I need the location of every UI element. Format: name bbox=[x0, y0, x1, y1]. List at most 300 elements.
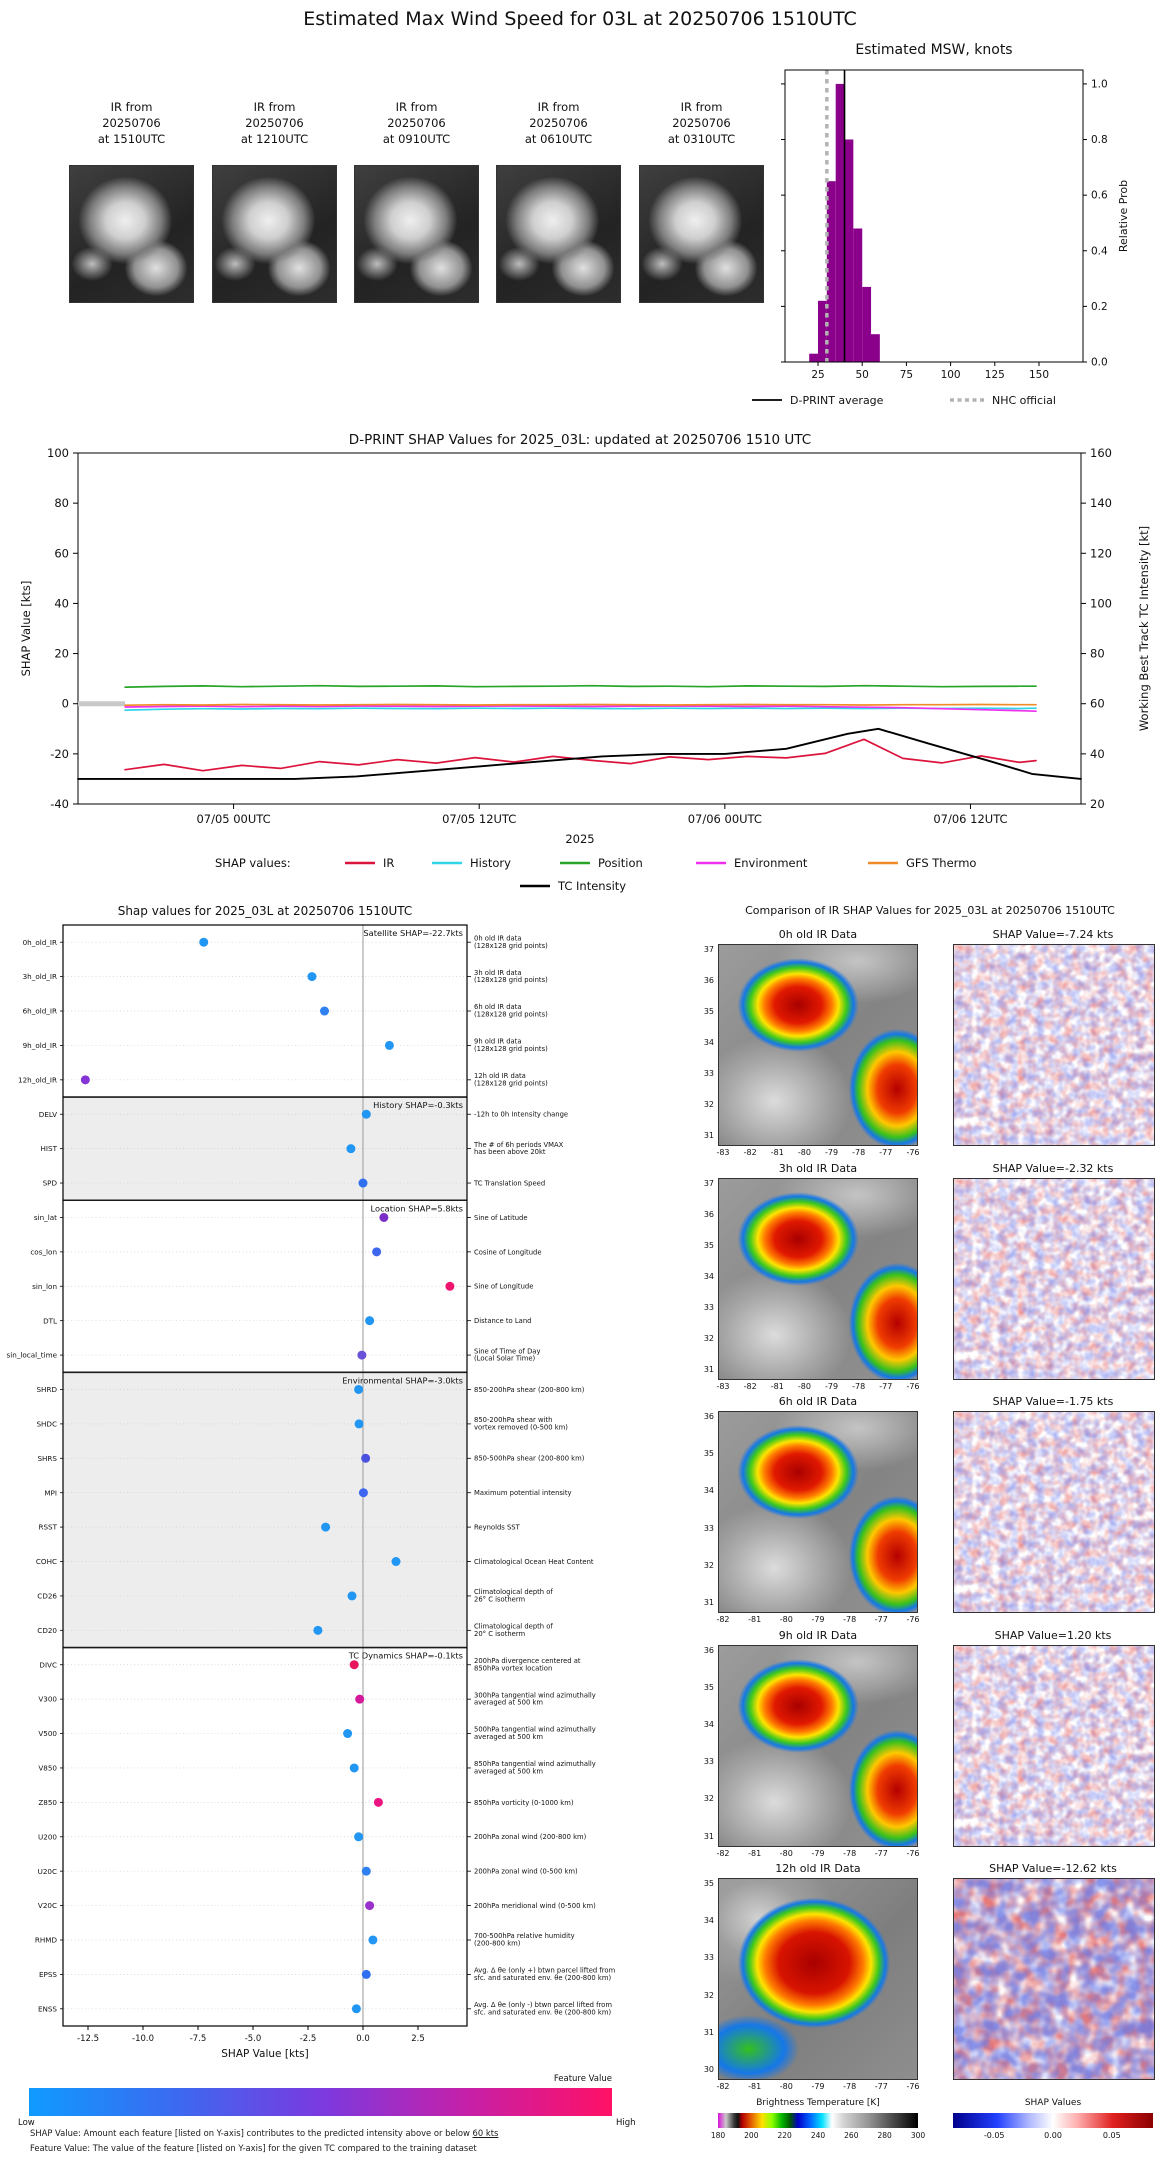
lon-tick-label: -79 bbox=[825, 1381, 839, 1391]
data-point-v850 bbox=[350, 1763, 359, 1772]
section-label: Satellite SHAP=-22.7kts bbox=[363, 928, 463, 938]
x-tick-label: 07/06 00UTC bbox=[687, 812, 762, 826]
lat-tick-label: 30 bbox=[703, 2065, 714, 2074]
feature-desc bbox=[473, 1179, 545, 1187]
shap-colorbar-tick: 0.00 bbox=[1044, 2131, 1062, 2140]
feature-label: 12h_old_IR bbox=[18, 1075, 57, 1085]
ir-thumbnail-label-line: 20250706 bbox=[245, 116, 304, 130]
lon-tick-label: -80 bbox=[797, 1381, 811, 1391]
feature-value-low-label: Low bbox=[18, 2118, 35, 2128]
lon-tick-label: -78 bbox=[843, 1615, 857, 1624]
data-point-spd bbox=[359, 1179, 368, 1188]
legend-label: D-PRINT average bbox=[790, 394, 884, 407]
feature-label: SPD bbox=[42, 1178, 57, 1188]
feature-label: SHRS bbox=[37, 1453, 57, 1463]
lat-tick-label: 36 bbox=[703, 1209, 714, 1219]
lat-tick-label: 32 bbox=[703, 1990, 714, 2000]
feature-desc-line: (128x128 grid points) bbox=[474, 1010, 548, 1019]
x-tick-label: 25 bbox=[811, 369, 825, 381]
data-point-9h_old_ir bbox=[385, 1041, 394, 1050]
feature-desc-line: sfc. and saturated env. θe (200-800 km) bbox=[474, 2008, 612, 2017]
lat-tick-label: 31 bbox=[703, 1598, 714, 1607]
ir-data-map bbox=[718, 1178, 918, 1380]
shap-value-map bbox=[953, 1878, 1155, 2080]
feature-label: EPSS bbox=[38, 1969, 57, 1979]
x-tick-label: -12.5 bbox=[77, 2034, 99, 2044]
y-tick-label: -40 bbox=[50, 797, 69, 811]
ir-thumbnail-label-line: IR from bbox=[110, 100, 153, 114]
feature-label: U20C bbox=[37, 1866, 57, 1876]
legend-label: History bbox=[470, 856, 511, 870]
bt-colorbar-label: Brightness Temperature [K] bbox=[756, 2098, 880, 2108]
ir-data-map bbox=[718, 1645, 918, 1847]
feature-desc-line: Reynolds SST bbox=[474, 1523, 520, 1532]
data-point-rsst bbox=[321, 1523, 330, 1532]
lat-tick-label: 35 bbox=[703, 1240, 714, 1250]
feature-desc-line: sfc. and saturated env. θe (200-800 km) bbox=[474, 1973, 612, 1982]
feature-desc-line: (128x128 grid points) bbox=[474, 941, 548, 950]
footnote-60kts: 60 kts bbox=[472, 2128, 499, 2138]
y-tick-label: 0.4 bbox=[1091, 245, 1108, 258]
shap-colorbar-label: SHAP Values bbox=[1024, 2098, 1082, 2108]
ir-thumbnail-label-line: IR from bbox=[537, 100, 580, 114]
feature-value-colorbar-label: Feature Value bbox=[553, 2074, 612, 2084]
lat-tick-label: 35 bbox=[703, 1879, 714, 1888]
shap-colorbar-tick: 0.05 bbox=[1102, 2131, 1121, 2140]
lat-tick-label: 35 bbox=[703, 1682, 714, 1692]
feature-desc-line: 0h old IR data bbox=[474, 934, 522, 943]
lon-tick-label: -82 bbox=[716, 1615, 730, 1624]
bt-colorbar-tick: 240 bbox=[810, 2131, 826, 2140]
feature-desc bbox=[474, 1416, 568, 1431]
feature-desc-line: 850hPa vortex location bbox=[474, 1664, 553, 1673]
ir-thumbnail-label-line: 20250706 bbox=[102, 116, 161, 130]
lat-tick-label: 33 bbox=[703, 1302, 714, 1312]
feature-desc-line: Climatological depth of bbox=[474, 1622, 553, 1631]
shap-value-map bbox=[953, 1411, 1155, 1613]
histogram-bar bbox=[836, 84, 845, 362]
feature-label: COHC bbox=[35, 1557, 57, 1567]
bt-colorbar-tick: 280 bbox=[877, 2131, 892, 2140]
feature-desc-line: 850hPa tangential wind azimuthally bbox=[474, 1760, 596, 1769]
feature-desc bbox=[474, 1868, 578, 1876]
feature-desc-line: 200hPa zonal wind (200-800 km) bbox=[474, 1833, 587, 1842]
lon-tick-label: -76 bbox=[906, 1381, 920, 1391]
lon-tick-label: -81 bbox=[770, 1148, 784, 1157]
data-point-shrd bbox=[354, 1385, 363, 1394]
feature-label: MPI bbox=[44, 1488, 57, 1498]
lon-tick-label: -76 bbox=[906, 1848, 920, 1858]
lat-tick-label: 33 bbox=[703, 1523, 714, 1533]
lon-tick-label: -82 bbox=[743, 1148, 757, 1157]
lat-tick-label: 33 bbox=[703, 1757, 714, 1767]
y-tick-label: 0.8 bbox=[1091, 134, 1108, 147]
timeseries-frame bbox=[78, 453, 1081, 804]
feature-label: ENSS bbox=[37, 2004, 57, 2014]
histogram-bar bbox=[862, 287, 871, 362]
feature-desc bbox=[474, 1038, 548, 1053]
data-point-sin_local_time bbox=[357, 1351, 366, 1360]
data-point-divc bbox=[350, 1660, 359, 1669]
lon-tick-label: -80 bbox=[779, 1848, 793, 1858]
lon-tick-label: -79 bbox=[811, 1848, 825, 1858]
footnote-feature-value: Feature Value: The value of the feature [listed on Y-axis] for the given TC compared to the training dataset bbox=[30, 2143, 477, 2153]
ir-thumbnail-label-line: at 1210UTC bbox=[240, 132, 309, 146]
feature-desc bbox=[474, 1003, 548, 1018]
ir-thumbnail-label-line: 20250706 bbox=[672, 116, 731, 130]
feature-desc-line: Avg. Δ θe (only -) btwn parcel lifted from bbox=[474, 2000, 612, 2009]
lat-tick-label: 31 bbox=[703, 1131, 714, 1140]
feature-desc-line: 850-500hPa shear (200-800 km) bbox=[474, 1454, 585, 1463]
lon-tick-label: -83 bbox=[716, 1381, 730, 1391]
ir-data-map-title: 9h old IR Data bbox=[778, 1628, 858, 1642]
shap-value-map-title: SHAP Value=-12.62 kts bbox=[989, 1862, 1117, 1875]
data-point-shdc bbox=[355, 1419, 364, 1428]
series-line-position bbox=[125, 686, 1036, 688]
legend-label: IR bbox=[383, 856, 395, 870]
ir-comparison-title: Comparison of IR SHAP Values for 2025_03L at 20250706 1510UTC bbox=[745, 904, 1115, 917]
lon-tick-label: -81 bbox=[748, 1615, 762, 1624]
feature-label: Z850 bbox=[38, 1797, 57, 1807]
feature-desc bbox=[474, 1347, 541, 1362]
ir-data-map-title: 12h old IR Data bbox=[775, 1862, 861, 1875]
x-tick-label: 2.5 bbox=[411, 2034, 425, 2044]
x-tick-label: 0.0 bbox=[356, 2034, 370, 2044]
data-point-rhmd bbox=[368, 1935, 377, 1944]
ir-data-map bbox=[718, 1878, 918, 2080]
data-point-v20c bbox=[365, 1901, 374, 1910]
feature-desc-line: vortex removed (0-500 km) bbox=[474, 1423, 568, 1432]
lon-tick-label: -81 bbox=[748, 2082, 762, 2091]
y-tick-label: 100 bbox=[47, 446, 69, 460]
legend-label: NHC official bbox=[992, 394, 1056, 407]
histogram-bar bbox=[853, 229, 862, 363]
feature-label: U200 bbox=[38, 1832, 57, 1842]
lon-tick-label: -82 bbox=[716, 1848, 730, 1858]
feature-desc bbox=[474, 1317, 531, 1325]
y-tick-label: 120 bbox=[1090, 546, 1112, 561]
data-point-u200 bbox=[354, 1832, 363, 1841]
lon-tick-label: -79 bbox=[811, 1615, 825, 1624]
feature-desc bbox=[474, 1524, 521, 1532]
lat-tick-label: 37 bbox=[703, 945, 714, 954]
lat-tick-label: 33 bbox=[703, 1953, 714, 1963]
data-point-v300 bbox=[355, 1695, 364, 1704]
data-point-epss bbox=[362, 1970, 371, 1979]
feature-desc-line: Cosine of Longitude bbox=[474, 1248, 542, 1257]
shap-blue-speckle bbox=[954, 1646, 1154, 1846]
shap-noise-canvas bbox=[954, 1879, 1154, 2079]
feature-desc bbox=[474, 1455, 585, 1463]
y-tick-label: 100 bbox=[1090, 596, 1112, 611]
feature-desc-line: averaged at 500 km bbox=[474, 1698, 543, 1707]
feature-desc bbox=[474, 1072, 548, 1087]
shap-value-map-title: SHAP Value=1.20 kts bbox=[994, 1628, 1112, 1642]
feature-label: CD26 bbox=[37, 1591, 57, 1601]
bt-colorbar-tick: 180 bbox=[710, 2131, 726, 2140]
feature-desc bbox=[474, 1691, 596, 1706]
feature-desc bbox=[474, 1902, 596, 1910]
x-tick-label: -7.5 bbox=[189, 2034, 207, 2044]
feature-desc-line: -12h to 0h Intensity change bbox=[474, 1110, 569, 1119]
feature-desc-line: 12h old IR data bbox=[474, 1072, 526, 1081]
feature-desc-line: TC Translation Speed bbox=[474, 1179, 546, 1188]
feature-desc bbox=[474, 1248, 542, 1256]
feature-desc-line: 850hPa vorticity (0-1000 km) bbox=[474, 1798, 574, 1807]
feature-desc bbox=[474, 1214, 528, 1222]
y-tick-label: 20 bbox=[1090, 797, 1105, 811]
feature-label: sin_lon bbox=[32, 1281, 57, 1291]
x-tick-label: 07/05 12UTC bbox=[442, 812, 517, 826]
data-point-u20c bbox=[362, 1867, 371, 1876]
feature-desc-line: 850-200hPa shear (200-800 km) bbox=[474, 1385, 585, 1394]
x-tick-label: -10.0 bbox=[132, 2034, 154, 2044]
feature-desc-line: Distance to Land bbox=[474, 1317, 532, 1326]
y-axis-label-left: SHAP Value [kts] bbox=[19, 580, 33, 677]
ir-data-map bbox=[718, 944, 918, 1146]
data-point-cos_lon bbox=[372, 1247, 381, 1256]
lon-tick-label: -79 bbox=[825, 1148, 839, 1157]
lat-tick-label: 34 bbox=[703, 1271, 714, 1281]
ir-thumbnail-label-line: 20250706 bbox=[529, 116, 588, 130]
y-axis-label-right: Working Best Track TC Intensity [kt] bbox=[1137, 525, 1151, 732]
data-point-6h_old_ir bbox=[320, 1007, 329, 1016]
legend-title: SHAP values: bbox=[215, 856, 291, 870]
msw-histogram bbox=[752, 42, 1130, 407]
feature-label: sin_local_time bbox=[6, 1350, 57, 1360]
feature-desc-line: (200-800 km) bbox=[474, 1939, 521, 1948]
shap-timeseries bbox=[19, 432, 1151, 893]
ir-data-map-title: 3h old IR Data bbox=[778, 1161, 858, 1175]
feature-desc bbox=[474, 1657, 581, 1672]
lon-tick-label: -76 bbox=[906, 1148, 920, 1157]
feature-desc-line: Sine of Latitude bbox=[474, 1213, 528, 1222]
feature-desc-line: 200hPa meridional wind (0-500 km) bbox=[474, 1901, 596, 1910]
legend-label: TC Intensity bbox=[558, 879, 627, 893]
feature-label: RHMD bbox=[34, 1935, 57, 1945]
lon-tick-label: -78 bbox=[852, 1148, 866, 1157]
lat-tick-label: 34 bbox=[703, 1486, 714, 1496]
lon-tick-label: -77 bbox=[874, 2082, 888, 2091]
x-axis-year-label: 2025 bbox=[565, 832, 595, 846]
lon-tick-label: -80 bbox=[779, 2082, 793, 2091]
feature-value-high-label: High bbox=[616, 2118, 636, 2128]
shap-colorbar-tick: -0.05 bbox=[983, 2131, 1005, 2140]
feature-desc-line: Climatological depth of bbox=[474, 1588, 553, 1597]
bt-colorbar-tick: 260 bbox=[844, 2131, 859, 2140]
feature-desc bbox=[474, 2001, 612, 2016]
feature-label: SHRD bbox=[36, 1385, 57, 1395]
lat-tick-label: 31 bbox=[703, 1364, 714, 1374]
footnote-shap-value-text: SHAP Value: Amount each feature [listed on Y-axis] contributes to the predicted intensity above or below bbox=[30, 2128, 473, 2138]
shap-noise-canvas bbox=[954, 1412, 1154, 1612]
feature-label: 3h_old_IR bbox=[22, 972, 57, 982]
data-point-v500 bbox=[343, 1729, 352, 1738]
shap-noise-canvas bbox=[954, 945, 1154, 1145]
lon-tick-label: -77 bbox=[879, 1381, 893, 1391]
ir-thumbnail-label-line: IR from bbox=[680, 100, 723, 114]
feature-desc-line: 850-200hPa shear with bbox=[474, 1416, 553, 1425]
feature-label: CD20 bbox=[37, 1625, 57, 1635]
y-axis-label: Relative Prob bbox=[1117, 179, 1130, 253]
y-tick-label: 0.2 bbox=[1091, 300, 1108, 313]
bt-colorbar-tick: 200 bbox=[744, 2131, 759, 2140]
histogram-bar bbox=[871, 334, 880, 362]
lat-tick-label: 32 bbox=[703, 1560, 714, 1570]
feature-desc-line: (128x128 grid points) bbox=[474, 976, 548, 985]
feature-label: SHDC bbox=[36, 1419, 57, 1429]
lat-tick-label: 37 bbox=[703, 1178, 714, 1188]
feature-desc-line: 20° C isotherm bbox=[474, 1629, 526, 1638]
feature-label: sin_lat bbox=[33, 1213, 57, 1223]
main-title: Estimated Max Wind Speed for 03L at 20250706 1510UTC bbox=[303, 8, 857, 30]
ir-thumbnail-label-line: at 1510UTC bbox=[97, 132, 166, 146]
feature-desc bbox=[474, 1283, 533, 1291]
lon-tick-label: -78 bbox=[843, 2082, 857, 2091]
ir-thumbnail-label-line: at 0310UTC bbox=[667, 132, 736, 146]
lon-tick-label: -77 bbox=[879, 1148, 893, 1157]
ir-thumbnail-label-line: IR from bbox=[395, 100, 438, 114]
feature-desc-line: 9h old IR data bbox=[474, 1037, 522, 1046]
lon-tick-label: -80 bbox=[797, 1148, 811, 1157]
lat-tick-label: 34 bbox=[703, 1719, 714, 1729]
shap-value-map bbox=[953, 1178, 1155, 1380]
lat-tick-label: 35 bbox=[703, 1007, 714, 1016]
lon-tick-label: -77 bbox=[874, 1848, 888, 1858]
feature-desc-line: averaged at 500 km bbox=[474, 1733, 543, 1742]
y-tick-label: 20 bbox=[54, 646, 69, 661]
feature-label: 6h_old_IR bbox=[22, 1006, 57, 1016]
lat-tick-label: 36 bbox=[703, 976, 714, 985]
feature-desc-line: Sine of Time of Day bbox=[474, 1347, 541, 1356]
lon-tick-label: -76 bbox=[906, 2082, 920, 2091]
feature-label: V300 bbox=[38, 1694, 57, 1704]
ir-data-map bbox=[718, 1411, 918, 1613]
feature-desc-line: Climatological Ocean Heat Content bbox=[474, 1557, 594, 1566]
y-tick-label: 0 bbox=[61, 696, 69, 711]
shap-blue-speckle bbox=[954, 945, 1154, 1145]
y-tick-label: 80 bbox=[1090, 646, 1105, 661]
feature-desc-line: has been above 20kt bbox=[474, 1148, 546, 1157]
feature-desc-line: Maximum potential intensity bbox=[474, 1489, 572, 1498]
ir-thumbnail-label-line: at 0610UTC bbox=[524, 132, 593, 146]
shap-dotplot bbox=[7, 904, 616, 2060]
lon-tick-label: -78 bbox=[843, 1848, 857, 1858]
shap-value-map-title: SHAP Value=-2.32 kts bbox=[992, 1161, 1114, 1175]
ir-thumbnail-label-line: 20250706 bbox=[387, 116, 446, 130]
lat-tick-label: 31 bbox=[703, 2027, 714, 2037]
data-point-cd26 bbox=[348, 1591, 357, 1600]
y-tick-label: -20 bbox=[50, 746, 69, 761]
feature-label: V850 bbox=[38, 1763, 57, 1773]
shap-noise-canvas bbox=[954, 1646, 1154, 1846]
lat-tick-label: 35 bbox=[703, 1449, 714, 1459]
feature-desc-line: 300hPa tangential wind azimuthally bbox=[474, 1691, 596, 1700]
section-label: TC Dynamics SHAP=-0.1kts bbox=[348, 1650, 463, 1661]
x-tick-label: 07/05 00UTC bbox=[196, 812, 271, 826]
y-tick-label: 40 bbox=[54, 596, 69, 611]
y-tick-label: 0.0 bbox=[1091, 356, 1108, 369]
section-label: History SHAP=-0.3kts bbox=[373, 1100, 463, 1111]
series-line-tc-intensity bbox=[78, 729, 1081, 779]
feature-desc-line: (Local Solar Time) bbox=[474, 1354, 536, 1363]
data-point-3h_old_ir bbox=[307, 972, 316, 981]
feature-desc bbox=[474, 1799, 574, 1807]
legend-label: GFS Thermo bbox=[906, 856, 977, 870]
feature-label: cos_lon bbox=[30, 1247, 57, 1257]
series-line-ir bbox=[125, 739, 1036, 770]
histogram-title: Estimated MSW, knots bbox=[855, 42, 1013, 58]
feature-desc bbox=[474, 1558, 594, 1566]
ir-data-map-title: 0h old IR Data bbox=[778, 928, 858, 941]
data-point-cohc bbox=[392, 1557, 401, 1566]
lat-tick-label: 36 bbox=[703, 1412, 714, 1421]
x-tick-label: 150 bbox=[1028, 369, 1050, 381]
shap-colorbar bbox=[953, 2113, 1153, 2128]
timeseries-title: D-PRINT SHAP Values for 2025_03L: updated at 20250706 1510 UTC bbox=[348, 432, 812, 448]
lat-tick-label: 31 bbox=[703, 1831, 714, 1841]
feature-value-colorbar bbox=[29, 2088, 612, 2116]
feature-label: 9h_old_IR bbox=[22, 1041, 57, 1051]
feature-desc bbox=[474, 1760, 596, 1775]
bt-colorbar-tick: 220 bbox=[777, 2131, 792, 2140]
data-point-cd20 bbox=[313, 1626, 322, 1635]
feature-desc-line: Avg. Δ θe (only +) btwn parcel lifted from bbox=[474, 1966, 616, 1975]
feature-label: V500 bbox=[38, 1729, 57, 1739]
feature-desc-line: 700-500hPa relative humidity bbox=[474, 1932, 575, 1941]
feature-desc bbox=[474, 969, 548, 984]
shap-noise-canvas bbox=[954, 1179, 1154, 1379]
series-line-gfs-thermo bbox=[125, 705, 1036, 706]
lon-tick-label: -83 bbox=[716, 1148, 730, 1157]
lon-tick-label: -82 bbox=[743, 1381, 757, 1391]
x-tick-label: 100 bbox=[940, 369, 961, 381]
feature-desc bbox=[473, 1141, 564, 1156]
feature-desc-line: (128x128 grid points) bbox=[474, 1079, 548, 1088]
feature-desc bbox=[474, 1726, 596, 1741]
data-point-hist bbox=[346, 1144, 355, 1153]
shap-value-map-title: SHAP Value=-1.75 kts bbox=[992, 1395, 1114, 1408]
x-tick-label: 07/06 12UTC bbox=[933, 812, 1008, 826]
lon-tick-label: -78 bbox=[852, 1381, 866, 1391]
feature-desc bbox=[474, 1932, 575, 1947]
y-tick-label: 0.6 bbox=[1091, 189, 1108, 202]
feature-label: 0h_old_IR bbox=[22, 937, 57, 947]
y-tick-label: 60 bbox=[54, 546, 69, 561]
data-point-0h_old_ir bbox=[199, 938, 208, 947]
feature-desc bbox=[474, 1489, 572, 1497]
lon-tick-label: -79 bbox=[811, 2082, 825, 2091]
x-tick-label: 50 bbox=[855, 369, 869, 381]
feature-desc-line: Sine of Longitude bbox=[474, 1282, 534, 1291]
feature-label: DTL bbox=[43, 1316, 57, 1326]
y-tick-label: 1.0 bbox=[1091, 78, 1108, 91]
feature-desc bbox=[474, 1833, 587, 1841]
x-tick-label: 75 bbox=[899, 369, 914, 381]
ir-thumbnail-label-line: IR from bbox=[253, 100, 296, 114]
feature-desc-line: 200hPa divergence centered at bbox=[474, 1656, 581, 1665]
bt-colorbar-tick: 300 bbox=[910, 2131, 926, 2140]
feature-label: DELV bbox=[38, 1109, 57, 1119]
feature-label: DIVC bbox=[39, 1660, 57, 1670]
data-point-delv bbox=[362, 1110, 371, 1119]
feature-desc-line: averaged at 500 km bbox=[474, 1767, 543, 1776]
data-point-shrs bbox=[361, 1454, 370, 1463]
lon-tick-label: -81 bbox=[770, 1381, 784, 1391]
y-tick-label: 140 bbox=[1090, 496, 1112, 511]
feature-desc bbox=[474, 934, 548, 949]
data-point-dtl bbox=[365, 1316, 374, 1325]
